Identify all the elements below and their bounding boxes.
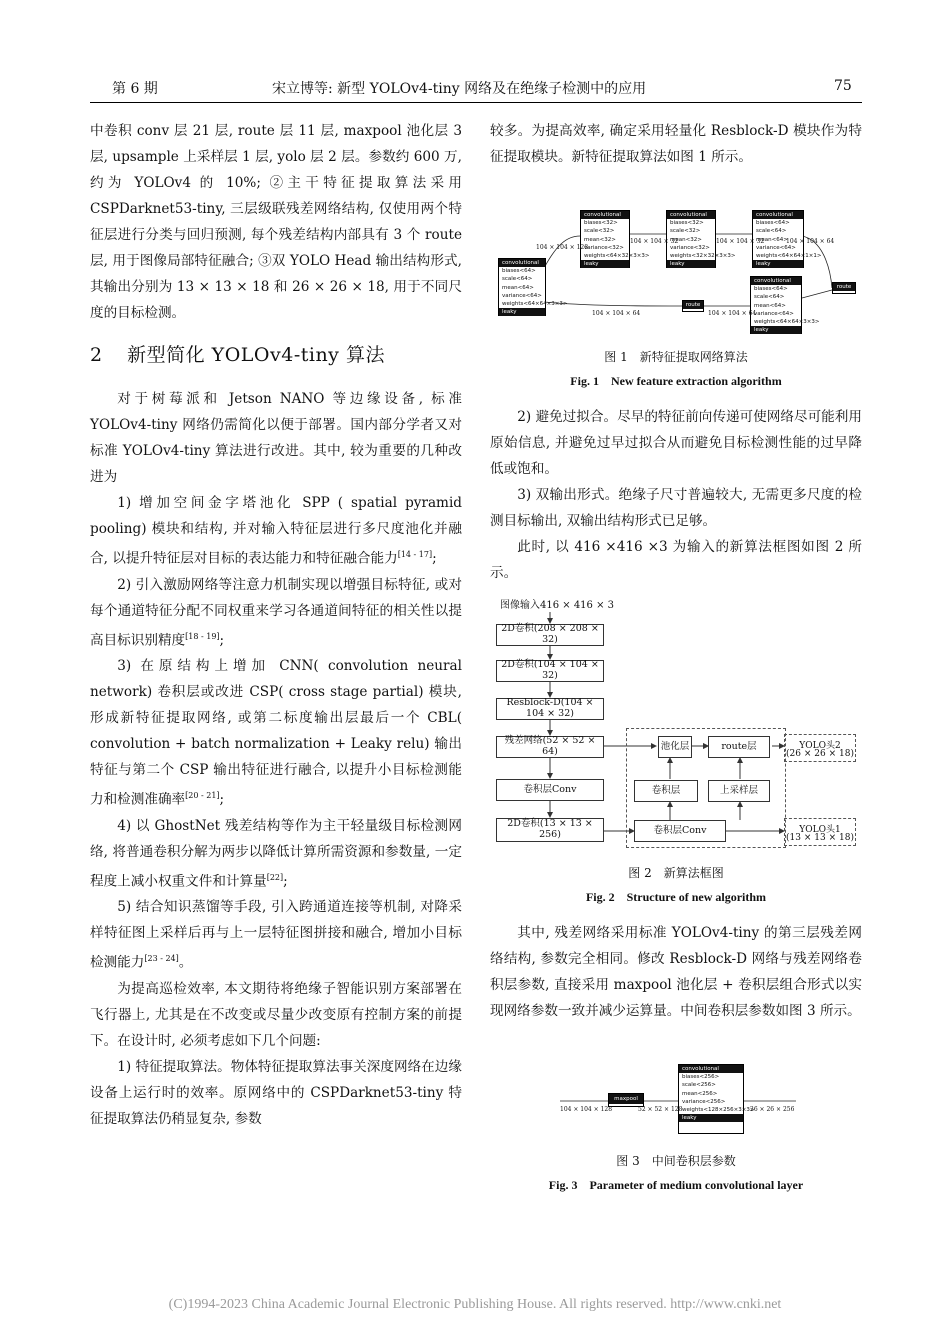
module-param: scale<32>: [584, 228, 615, 235]
module-param: scale<32>: [670, 228, 701, 235]
module-param: variance<64>: [756, 244, 796, 251]
figure-2-caption-en: Fig. 2 Structure of new algorithm: [585, 890, 767, 904]
conv2d-1-box: 2D卷积(208 × 208 × 32): [496, 624, 604, 646]
module-param: biases<64>: [756, 220, 790, 227]
running-title: 宋立博等: 新型 YOLOv4-tiny 网络及在绝缘子检测中的应用: [272, 81, 647, 97]
module-param: variance<64>: [754, 310, 794, 317]
citation: [14 - 17]: [397, 550, 433, 559]
paragraph: 对于树莓派和 Jetson NANO 等边缘设备, 标准 YOLOv4-tiny 网络仍需简化以便于部署。国内部分学者又对标准 YOLOv4-tiny 算法进行改进。其中, 较为重要的几种改进为: [90, 391, 462, 485]
paragraph: 1) 特征提取算法。物体特征提取算法事关深度网络在边缘设备上运行时的效率。原网络中的 CSPDarknet53-tiny 特征提取算法仍稍显复杂, 参数: [90, 1058, 462, 1127]
module-param: biases<256>: [682, 1074, 720, 1081]
conv-layer-box: 卷积层: [634, 780, 698, 802]
copyright-footer: (C)1994-2023 China Academic Journal Electronic Publishing House. All rights reserved. http://www.cnki.net: [168, 1297, 782, 1312]
module-title: convolutional: [753, 211, 803, 219]
route-node: [682, 300, 704, 312]
list-item-text: 3) 在原结构上增加 CNN( convolution neural network) 卷积层或改进 CSP( cross stage partial) 模块, 形成新特征提取网络, 或第二标度输出层最后一个 CBL( convolution + batch normalization + Leaky relu) 输出特征与第二个 CSP 输出特征进行融合, 以提升小目标检测能力和检测准确率: [90, 658, 462, 808]
module-param: variance<32>: [584, 244, 624, 251]
resblock-d-box: Resblock-D(104 × 104 × 32): [496, 698, 604, 720]
yolo-head-1-dims: (13 × 13 × 18): [786, 833, 854, 843]
module-param: weights<64×64×3×3>: [502, 301, 568, 308]
list-item: 2) 引入激励网络等注意力机制实现以增强目标特征, 或对每个通道特征分配不同权重来学习各通道间特征的相关性以提高目标识别精度[18 - 19];: [90, 576, 462, 649]
module-param: mean<64>: [502, 284, 534, 291]
tensor-label: 104 × 104 × 32: [716, 238, 765, 245]
tensor-label: 104 × 104 × 128: [560, 1106, 613, 1113]
figure-1: [496, 206, 858, 338]
paragraph: 为提高巡检效率, 本文期待将绝缘子智能识别方案部署在飞行器上, 尤其是在不改变或尽量少改变原有控制方案的前提下。在设计时, 必须考虑如下几个问题:: [90, 980, 462, 1049]
conv-module-top-1: [580, 210, 650, 268]
right-column-top: [490, 118, 862, 170]
module-title: convolutional: [667, 211, 715, 219]
page-number: 75: [834, 78, 852, 94]
tensor-label: 52 × 52 × 128: [638, 1106, 683, 1113]
conv-layer-box: 卷积层Conv: [634, 820, 726, 842]
module-param: biases<64>: [502, 268, 536, 275]
figure-2: [494, 596, 858, 854]
module-param: mean<64>: [756, 236, 788, 243]
route-label: route: [833, 283, 855, 291]
conv-module: [678, 1064, 755, 1134]
module-activation: leaky: [581, 260, 629, 268]
module-title: convolutional: [581, 211, 629, 219]
input-label: 图像输入416 × 416 × 3: [500, 600, 615, 611]
module-param: weights<64×64×1×1>: [756, 253, 822, 260]
left-column: [90, 118, 462, 1132]
conv-module-bottom: [750, 276, 820, 334]
module-title: convolutional: [679, 1065, 743, 1073]
paragraph: 此时, 以 416 ×416 ×3 为输入的新算法框图如图 2 所示。: [490, 539, 862, 581]
list-item: 4) 以 GhostNet 残差结构等作为主干轻量级目标检测网络, 将普通卷积分解为两步以降低计算所需资源和参数量, 一定程度上减小权重文件和计算量[22];: [90, 817, 462, 890]
figure-1-caption-en: Fig. 1 New feature extraction algorithm: [570, 374, 782, 388]
list-item-text: 5) 结合知识蒸馏等手段, 引入跨通道连接等机制, 对降采样特征图上采样后再与上一层特征图拼接和融合, 增加小目标检测能力: [90, 899, 462, 971]
figure-3: [560, 1060, 800, 1138]
module-title: convolutional: [751, 277, 801, 285]
yolo-head-1-label: YOLO头1: [799, 825, 841, 835]
header-rule: [90, 102, 862, 103]
module-activation: leaky: [751, 326, 801, 334]
module-activation: leaky: [499, 308, 545, 316]
route-layer-box: route层: [708, 736, 770, 758]
paragraph: 其中, 残差网络采用标准 YOLOv4-tiny 的第三层残差网络结构, 参数完全相同。修改 Resblock-D 网络与残差网络卷积层参数, 直接采用 maxpool 池化层 + 卷积层组合形式以实现网络参数一致并减少运算量。中间卷积层参数如图 3 所示。: [490, 925, 862, 1019]
citation: [18 - 19]: [185, 631, 220, 641]
module-param: variance<32>: [670, 244, 710, 251]
right-column-bottom: [490, 920, 862, 1024]
conv-layer-box: 卷积层Conv: [496, 779, 604, 801]
yolo-head-2-box: [784, 734, 856, 762]
module-param: scale<256>: [682, 1082, 716, 1089]
issue-number: 第 6 期: [112, 81, 158, 97]
module-param: weights<32×32×3×3>: [670, 253, 736, 260]
list-item: 1) 增加空间金字塔池化 SPP ( spatial pyramid pooling) 模块和结构, 并对输入特征层进行多尺度池化并融合, 以提升特征层对目标的表达能力和特征融合能力[14 - 17];: [90, 495, 462, 567]
module-param: scale<64>: [754, 294, 785, 301]
module-param: biases<32>: [584, 220, 618, 227]
list-item: 3) 在原结构上增加 CNN( convolution neural network) 卷积层或改进 CSP( cross stage partial) 模块, 形成新特征提取网络, 或第二标度输出层最后一个 CBL( convolution + batch normalization + Leaky relu) 输出特征与第二个 CSP 输出特征进行融合, 以提升小目标检测能力和检测准确率[20 - 21];: [90, 658, 462, 808]
module-param: mean<256>: [682, 1090, 718, 1097]
paragraph: 3) 双输出形式。绝缘子尺寸普遍较大, 无需更多尺度的检测目标输出, 双输出结构形式已足够。: [490, 487, 862, 529]
list-item-text: 1) 增加空间金字塔池化 SPP ( spatial pyramid pooling) 模块和结构, 并对输入特征层进行多尺度池化并融合, 以提升特征层对目标的表达能力和特征融合能力: [90, 495, 462, 567]
module-param: biases<32>: [670, 220, 704, 227]
paragraph: 较多。为提高效率, 确定采用轻量化 Resblock-D 模块作为特征提取模块。新特征提取算法如图 1 所示。: [490, 123, 862, 165]
citation: [20 - 21]: [185, 791, 220, 801]
maxpool-label: maxpool: [609, 1094, 643, 1104]
module-param: weights<64×32×3×3>: [584, 253, 650, 260]
module-param: biases<64>: [754, 286, 788, 293]
tensor-label: 104 × 104 × 128: [536, 244, 589, 251]
module-param: variance<64>: [502, 292, 542, 299]
list-item: 5) 结合知识蒸馏等手段, 引入跨通道连接等机制, 对降采样特征图上采样后再与上一层特征图拼接和融合, 增加小目标检测能力[23 - 24]。: [90, 899, 462, 971]
yolo-head-1-box: [784, 818, 856, 846]
module-param: weights<64×64×3×3>: [754, 319, 820, 326]
list-item-text: 4) 以 GhostNet 残差结构等作为主干轻量级目标检测网络, 将普通卷积分解为两步以降低计算所需资源和参数量, 一定程度上减小权重文件和计算量: [90, 817, 462, 890]
module-param: scale<64>: [756, 228, 787, 235]
module-param: mean<32>: [670, 236, 702, 243]
conv2d-2-box: 2D卷积(104 × 104 × 32): [496, 660, 604, 682]
section-heading: [90, 342, 462, 368]
module-param: mean<64>: [754, 302, 786, 309]
tensor-label: 26 × 26 × 256: [750, 1106, 795, 1113]
conv-module-input: [498, 258, 568, 316]
conv2d-3-box: 2D卷积(13 × 13 × 256): [496, 818, 604, 842]
paragraph: 2) 避免过拟合。尽早的特征前向传递可使网络尽可能利用原始信息, 并避免过早过拟合从而避免目标检测性能的过早降低或饱和。: [490, 409, 862, 477]
list-item-text: 2) 引入激励网络等注意力机制实现以增强目标特征, 或对每个通道特征分配不同权重来学习各通道间特征的相关性以提高目标识别精度: [90, 576, 462, 649]
tensor-label: 104 × 104 × 32: [630, 238, 679, 245]
section-number: 2: [90, 344, 103, 366]
tensor-label: 104 × 104 × 64: [708, 310, 757, 317]
module-activation: leaky: [753, 260, 803, 268]
paragraph: 中卷积 conv 层 21 层, route 层 11 层, maxpool 池化层 3 层, upsample 上采样层 1 层, yolo 层 2 层。参数约 600 万, 约为 YOLOv4 的 10%; ②主干特征提取算法采用 CSPDarknet53-tiny, 三层级联残差网络结构, 仅使用两个特征层进行分类与回归预测, 每个残差结构内部具有 3 个 route 层, 用于图像局部特征融合; ③双 YOLO Head 输出结构形式, 其输出分别为 13 × 13 × 18 和 26 × 26 × 18, 用于不同尺度的目标检测。: [90, 123, 462, 321]
module-param: variance<256>: [682, 1098, 726, 1105]
section-title: 新型简化 YOLOv4-tiny 算法: [127, 344, 385, 366]
right-column-mid: [490, 404, 862, 586]
module-param: weights<128×256×3×3>: [682, 1107, 755, 1114]
tensor-label: 104 × 104 × 64: [592, 310, 641, 317]
residual-network-box: 残差网络(52 × 52 × 64): [496, 736, 604, 758]
yolo-head-2-dims: (26 × 26 × 18): [786, 749, 854, 759]
yolo-head-2-label: YOLO头2: [799, 741, 841, 751]
maxpool-node: [608, 1093, 644, 1107]
figure-3-caption-cn: 图 3 中间卷积层参数: [616, 1154, 736, 1168]
module-activation: leaky: [667, 260, 715, 268]
citation: [22]: [266, 872, 284, 882]
pooling-layer-box: 池化层: [658, 736, 692, 758]
module-title: convolutional: [499, 259, 545, 267]
citation: [23 - 24]: [144, 954, 179, 964]
module-param: scale<64>: [502, 276, 533, 283]
figure-3-caption-en: Fig. 3 Parameter of medium convolutional layer: [548, 1178, 804, 1192]
route-label: route: [683, 301, 703, 309]
upsample-layer-box: 上采样层: [708, 780, 770, 802]
figure-2-caption-cn: 图 2 新算法框图: [628, 866, 724, 880]
route-node: [832, 282, 856, 294]
figure-1-caption-cn: 图 1 新特征提取网络算法: [604, 350, 748, 364]
tensor-label: 104 × 104 × 64: [786, 238, 835, 245]
module-param: mean<32>: [584, 236, 616, 243]
module-activation: leaky: [679, 1114, 743, 1122]
